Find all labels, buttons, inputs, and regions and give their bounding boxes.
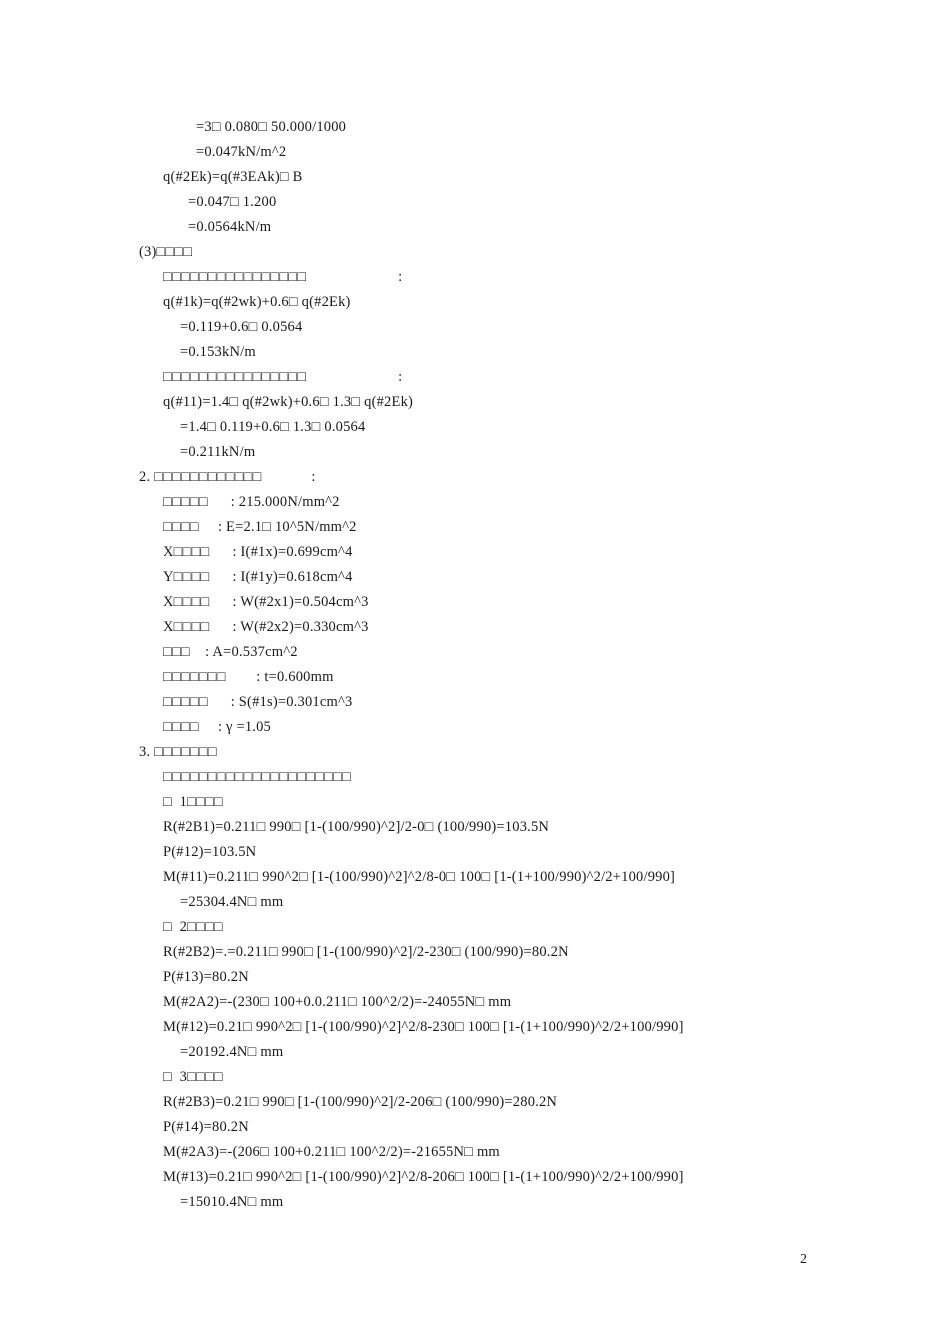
text-line: □ 2□□□□ xyxy=(163,919,223,935)
text-line: X□□□□ : W(#2x2)=0.330cm^3 xyxy=(163,619,369,635)
text-line: □□□□□□□□□□□□□□□□ : xyxy=(163,369,403,385)
text-line: Y□□□□ : I(#1y)=0.618cm^4 xyxy=(163,569,353,585)
text-line: □□□□□ : S(#1s)=0.301cm^3 xyxy=(163,694,353,710)
text-line: P(#12)=103.5N xyxy=(163,844,257,860)
text-line: M(#13)=0.21□ 990^2□ [1-(100/990)^2]^2/8-206□ 100□ [1-(1+100/990)^2/2+100/990] xyxy=(163,1169,684,1185)
text-line: M(#2A3)=-(206□ 100+0.211□ 100^2/2)=-21655N□ mm xyxy=(163,1144,500,1160)
text-line: X□□□□ : I(#1x)=0.699cm^4 xyxy=(163,544,353,560)
text-line: =0.119+0.6□ 0.0564 xyxy=(180,319,303,335)
text-line: R(#2B2)=.=0.211□ 990□ [1-(100/990)^2]/2-230□ (100/990)=80.2N xyxy=(163,944,569,960)
text-line: 2. □□□□□□□□□□□□ : xyxy=(139,469,316,485)
text-line: =25304.4N□ mm xyxy=(180,894,284,910)
text-line: P(#13)=80.2N xyxy=(163,969,249,985)
text-line: =0.047□ 1.200 xyxy=(188,194,277,210)
text-line: □□□□□□□□□□□□□□□□□□□□□ xyxy=(163,769,352,785)
text-line: q(#2Ek)=q(#3EAk)□ B xyxy=(163,169,303,185)
text-line: =0.211kN/m xyxy=(180,444,256,460)
text-line: X□□□□ : W(#2x1)=0.504cm^3 xyxy=(163,594,369,610)
text-line: =15010.4N□ mm xyxy=(180,1194,284,1210)
text-line: □ 3□□□□ xyxy=(163,1069,223,1085)
text-line: □ 1□□□□ xyxy=(163,794,223,810)
text-line: =0.153kN/m xyxy=(180,344,256,360)
text-line: R(#2B1)=0.211□ 990□ [1-(100/990)^2]/2-0□ (100/990)=103.5N xyxy=(163,819,550,835)
text-line: =1.4□ 0.119+0.6□ 1.3□ 0.0564 xyxy=(180,419,366,435)
text-line: (3)□□□□ xyxy=(139,244,193,260)
text-line: R(#2B3)=0.21□ 990□ [1-(100/990)^2]/2-206□ (100/990)=280.2N xyxy=(163,1094,558,1110)
text-line: □□□□□□□ : t=0.600mm xyxy=(163,669,334,685)
text-line: □□□□ : γ =1.05 xyxy=(163,719,271,735)
text-line: q(#1k)=q(#2wk)+0.6□ q(#2Ek) xyxy=(163,294,351,310)
text-line: □□□□□ : 215.000N/mm^2 xyxy=(163,494,340,510)
text-line: =0.047kN/m^2 xyxy=(196,144,287,160)
text-line: =3□ 0.080□ 50.000/1000 xyxy=(196,119,347,135)
page-number: 2 xyxy=(800,1252,807,1267)
text-line: □□□□ : E=2.1□ 10^5N/mm^2 xyxy=(163,519,357,535)
text-line: □□□□□□□□□□□□□□□□ : xyxy=(163,269,403,285)
text-line: P(#14)=80.2N xyxy=(163,1119,249,1135)
text-line: =0.0564kN/m xyxy=(188,219,272,235)
text-line: =20192.4N□ mm xyxy=(180,1044,284,1060)
text-line: M(#12)=0.21□ 990^2□ [1-(100/990)^2]^2/8-230□ 100□ [1-(1+100/990)^2/2+100/990] xyxy=(163,1019,684,1035)
text-line: 3. □□□□□□□ xyxy=(139,744,217,760)
text-line: □□□ : A=0.537cm^2 xyxy=(163,644,298,660)
text-line: q(#11)=1.4□ q(#2wk)+0.6□ 1.3□ q(#2Ek) xyxy=(163,394,414,410)
text-line: M(#11)=0.211□ 990^2□ [1-(100/990)^2]^2/8-0□ 100□ [1-(1+100/990)^2/2+100/990] xyxy=(163,869,676,885)
text-line: M(#2A2)=-(230□ 100+0.0.211□ 100^2/2)=-24055N□ mm xyxy=(163,994,512,1010)
